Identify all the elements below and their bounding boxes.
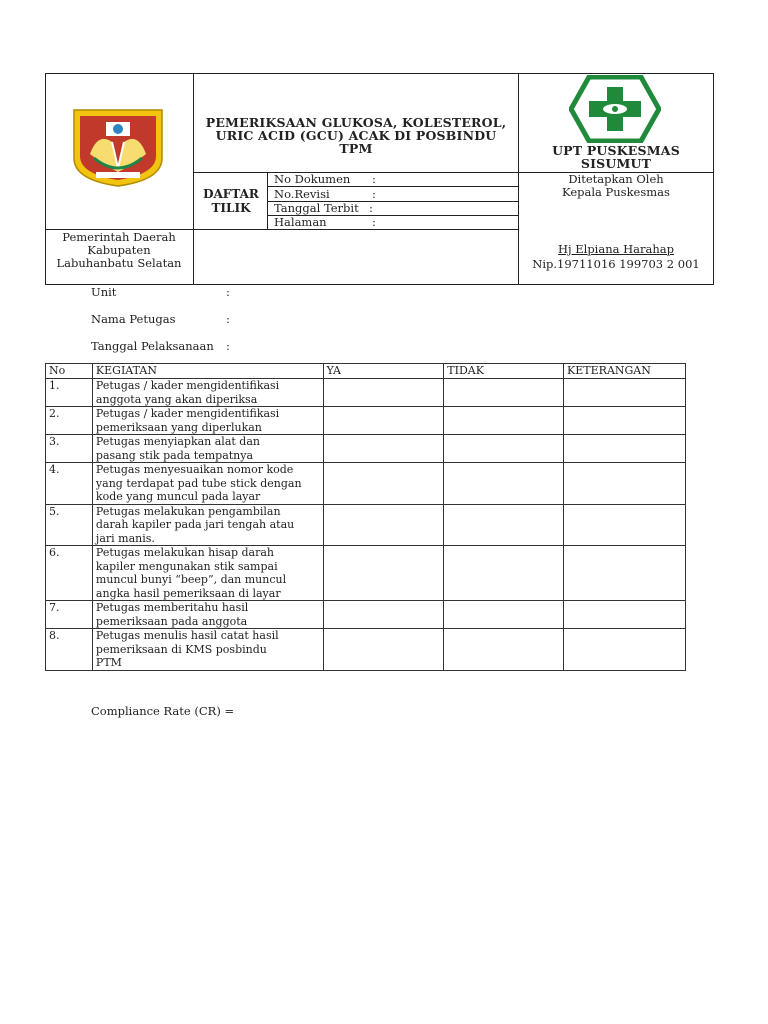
daftar-tilik-line1: DAFTAR [203, 187, 259, 201]
gov-line3: Labuhanbatu Selatan [56, 256, 182, 270]
ya-cell[interactable] [323, 463, 444, 505]
keterangan-cell[interactable] [564, 379, 686, 407]
keterangan-cell[interactable] [564, 504, 686, 546]
signer-block [520, 243, 712, 271]
tidak-cell[interactable] [444, 601, 564, 629]
kegiatan-line: kapiler mengunakan stik sampai [95, 559, 278, 573]
doc-field-tanggal-terbit: Tanggal Terbit [274, 201, 359, 215]
org-name-line1: UPT PUSKESMAS [552, 143, 680, 158]
kegiatan-line: Petugas / kader mengidentifikasi [95, 379, 280, 392]
ya-cell[interactable] [323, 435, 444, 463]
doc-field-no-dokumen: No Dokumen [274, 172, 351, 186]
row-kegiatan [92, 463, 323, 505]
kegiatan-line: Petugas melakukan pengambilan [95, 504, 281, 518]
kegiatan-line: pasang stik pada tempatnya [95, 448, 254, 462]
col-header-no: No [46, 364, 93, 379]
signer-name: Hj Elpiana Harahap [558, 242, 674, 256]
kegiatan-line: PTM [95, 656, 122, 669]
row-kegiatan [92, 407, 323, 435]
table-row [46, 601, 686, 629]
kegiatan-line: Petugas menyesuaikan nomor kode [95, 463, 294, 476]
tidak-cell[interactable] [444, 629, 564, 671]
row-kegiatan [92, 379, 323, 407]
table-row [46, 629, 686, 671]
row-kegiatan [92, 435, 323, 463]
row-number: 8. [46, 629, 93, 671]
kegiatan-line: muncul bunyi “beep”, dan muncul [95, 573, 287, 586]
row-kegiatan [92, 504, 323, 546]
tidak-cell[interactable] [444, 546, 564, 601]
row-kegiatan [92, 546, 323, 601]
kegiatan-line: pemeriksaan di KMS posbindu [95, 642, 267, 656]
kegiatan-line: Petugas melakukan hisap darah [95, 546, 275, 559]
gov-line1: Pemerintah Daerah [62, 230, 176, 244]
kegiatan-line: pemeriksaan pada anggota [95, 614, 248, 628]
kegiatan-line: darah kapiler pada jari tengah atau [95, 518, 295, 531]
ya-cell[interactable] [323, 601, 444, 629]
row-number: 7. [46, 601, 93, 629]
col-header-ya: YA [323, 364, 444, 379]
org-name [520, 144, 712, 170]
kegiatan-line: kode yang muncul pada layar [95, 490, 261, 503]
gov-line2: Kabupaten [87, 243, 151, 257]
government-block [47, 231, 191, 270]
ya-cell[interactable] [323, 504, 444, 546]
ya-cell[interactable] [323, 546, 444, 601]
tidak-cell[interactable] [444, 463, 564, 505]
row-number: 3. [46, 435, 93, 463]
row-number: 1. [46, 379, 93, 407]
keterangan-cell[interactable] [564, 435, 686, 463]
kegiatan-line: Petugas / kader mengidentifikasi [95, 407, 280, 420]
field-unit-value[interactable]: : [226, 285, 230, 299]
doc-field-sep: : [372, 187, 376, 201]
puskesmas-logo [569, 75, 661, 143]
kegiatan-line: Petugas menyiapkan alat dan [95, 435, 260, 448]
ya-cell[interactable] [323, 407, 444, 435]
keterangan-cell[interactable] [564, 463, 686, 505]
ya-cell[interactable] [323, 379, 444, 407]
table-row [46, 504, 686, 546]
row-kegiatan [92, 601, 323, 629]
table-row [46, 379, 686, 407]
ditetapkan-line2: Kepala Puskesmas [562, 185, 670, 199]
regency-logo [72, 108, 164, 188]
daftar-tilik-label [196, 187, 266, 215]
keterangan-cell[interactable] [564, 601, 686, 629]
row-kegiatan [92, 629, 323, 671]
kegiatan-line: angka hasil pemeriksaan di layar [95, 586, 281, 600]
col-header-keterangan: KETERANGAN [564, 364, 686, 379]
table-header-row [46, 364, 686, 379]
col-header-tidak: TIDAK [444, 364, 564, 379]
doc-field-halaman: Halaman [274, 215, 327, 229]
doc-field-sep: : [372, 172, 376, 186]
field-tanggal-label: Tanggal Pelaksanaan [91, 339, 214, 353]
table-row [46, 407, 686, 435]
row-number: 4. [46, 463, 93, 505]
table-row [46, 435, 686, 463]
ya-cell[interactable] [323, 629, 444, 671]
field-nama-petugas-label: Nama Petugas [91, 312, 176, 326]
row-number: 2. [46, 407, 93, 435]
tidak-cell[interactable] [444, 379, 564, 407]
document-title: PEMERIKSAAN GLUKOSA, KOLESTEROL, URIC ACID (GCU) ACAK DI POSBINDU TPM [205, 115, 507, 156]
doc-field-sep: : [372, 215, 376, 229]
doc-field-no-revisi: No.Revisi [274, 187, 330, 201]
keterangan-cell[interactable] [564, 546, 686, 601]
kegiatan-line: Petugas menulis hasil catat hasil [95, 629, 279, 642]
table-row [46, 463, 686, 505]
field-tanggal-value[interactable]: : [226, 339, 230, 353]
tidak-cell[interactable] [444, 407, 564, 435]
signer-nip: Nip.19711016 199703 2 001 [532, 257, 700, 271]
compliance-rate-label: Compliance Rate (CR) = [91, 704, 235, 718]
checklist-table [45, 363, 686, 671]
tidak-cell[interactable] [444, 435, 564, 463]
row-number: 5. [46, 504, 93, 546]
tidak-cell[interactable] [444, 504, 564, 546]
table-row [46, 546, 686, 601]
col-header-kegiatan: KEGIATAN [92, 364, 323, 379]
field-unit-label: Unit [91, 285, 117, 299]
row-number: 6. [46, 546, 93, 601]
org-name-line2: SISUMUT [580, 156, 652, 171]
doc-field-sep: : [369, 201, 373, 215]
ditetapkan-line1: Ditetapkan Oleh [568, 172, 664, 186]
kegiatan-line: jari manis. [95, 531, 155, 545]
keterangan-cell[interactable] [564, 629, 686, 671]
kegiatan-line: Petugas memberitahu hasil [95, 601, 249, 614]
kegiatan-line: yang terdapat pad tube stick dengan [95, 476, 302, 490]
daftar-tilik-line2: TILIK [211, 201, 251, 215]
field-nama-petugas-value[interactable]: : [226, 312, 230, 326]
kegiatan-line: pemeriksaan yang diperlukan [95, 420, 262, 434]
ditetapkan-block [520, 173, 712, 199]
keterangan-cell[interactable] [564, 407, 686, 435]
kegiatan-line: anggota yang akan diperiksa [95, 392, 258, 406]
